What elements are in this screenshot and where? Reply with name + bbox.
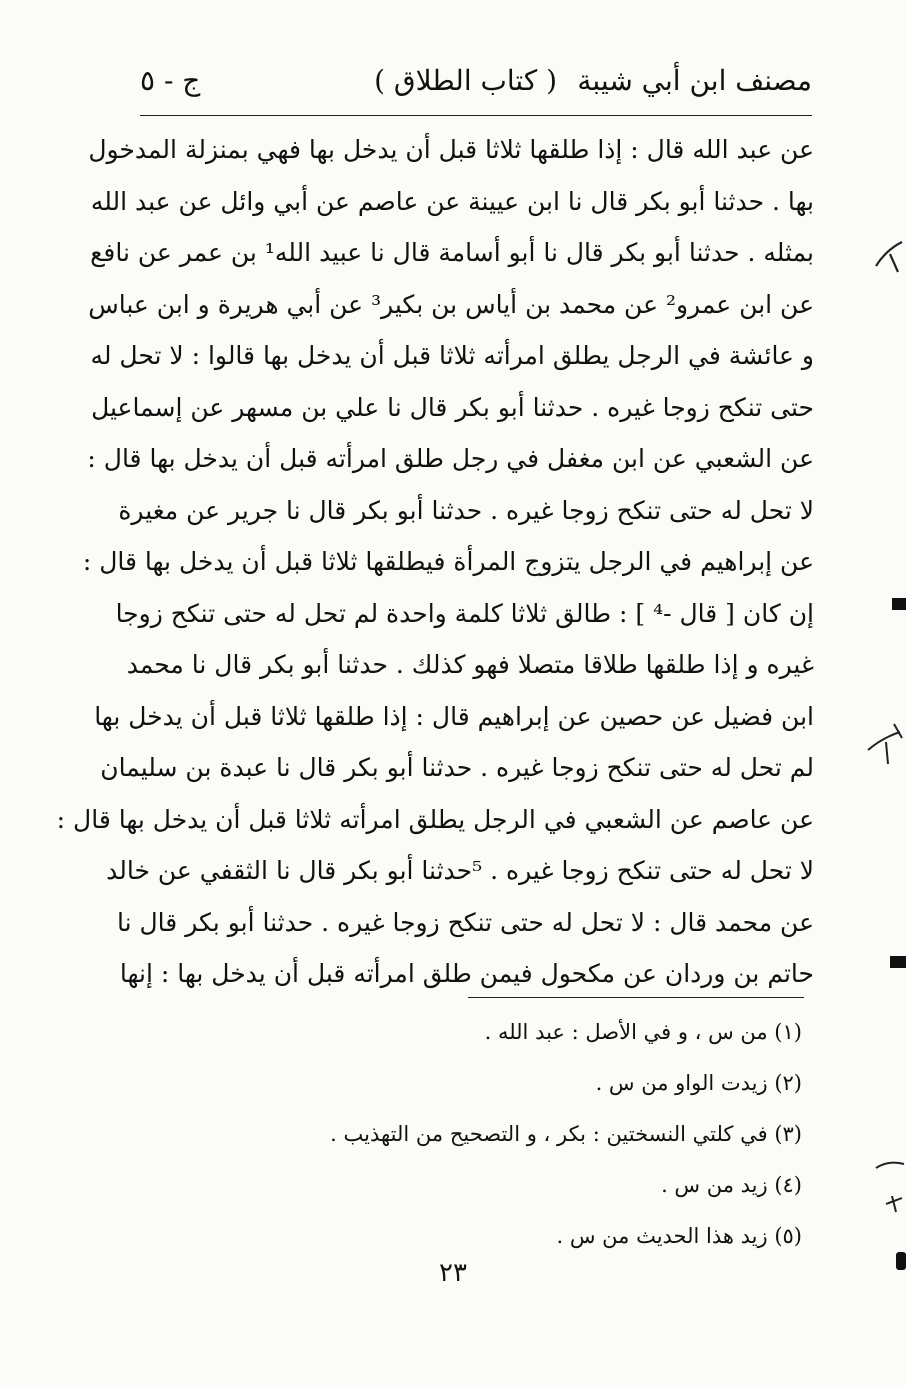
margin-mark-icon	[872, 1152, 906, 1182]
volume-number: ج - ٥	[140, 64, 201, 97]
footnote: (١) من س ، و في الأصل : عبد الله .	[484, 1020, 802, 1044]
text-line: حاتم بن وردان عن مكحول فيمن طلق امرأته قبل أن يدخل بها : إنها	[119, 959, 814, 988]
header-divider	[140, 115, 812, 116]
margin-mark-icon	[872, 236, 906, 276]
chapter-title: ( كتاب الطلاق )	[374, 64, 557, 97]
text-line: عن إبراهيم في الرجل يتزوج المرأة فيطلقها ثلاثا قبل أن يدخل بها قال :	[82, 547, 814, 576]
text-line: و عائشة في الرجل يطلق امرأته ثلاثا قبل أن يدخل بها قالوا : لا تحل له	[90, 341, 814, 370]
text-line: عن عاصم عن الشعبي في الرجل يطلق امرأته ثلاثا قبل أن يدخل بها قال :	[56, 804, 814, 834]
text-line: لا تحل له حتى تنكح زوجا غيره . ⁵حدثنا أبو بكر قال نا الثقفي عن خالد	[106, 856, 814, 885]
footnote-divider	[468, 997, 804, 998]
text-line: ابن فضيل عن حصين عن إبراهيم قال : إذا طلقها ثلاثا قبل أن يدخل بها	[94, 701, 814, 731]
footnote: (٢) زيدت الواو من س .	[595, 1071, 802, 1095]
text-line: بمثله . حدثنا أبو بكر قال نا أبو أسامة قال نا عبيد الله¹ بن عمر عن نافع	[90, 238, 814, 267]
text-line: عن ابن عمرو² عن محمد بن أياس بن بكير³ عن أبي هريرة و ابن عباس	[88, 289, 814, 319]
text-line: بها . حدثنا أبو بكر قال نا ابن عيينة عن عاصم عن أبي وائل عن عبد الله	[90, 186, 814, 216]
text-line: عن عبد الله قال : إذا طلقها ثلاثا قبل أن يدخل بها فهي بمنزلة المدخول	[88, 135, 814, 164]
text-line: غيره و إذا طلقها طلاقا متصلا فهو كذلك . حدثنا أبو بكر قال نا محمد	[126, 650, 814, 679]
footnote: (٤) زيد من س .	[661, 1173, 802, 1197]
footnote: (٥) زيد هذا الحديث من س .	[556, 1224, 802, 1248]
margin-mark-icon	[878, 1190, 906, 1218]
text-line: حتى تنكح زوجا غيره . حدثنا أبو بكر قال نا علي بن مسهر عن إسماعيل	[91, 392, 814, 422]
page-header	[140, 62, 812, 106]
footnotes	[330, 1010, 802, 1265]
text-line: عن الشعبي عن ابن مغفل في رجل طلق امرأته قبل أن يدخل بها قال :	[87, 444, 814, 473]
page-number: ٢٣	[439, 1258, 467, 1288]
text-line: لم تحل له حتى تنكح زوجا غيره . حدثنا أبو بكر قال نا عبدة بن سليمان	[100, 753, 814, 782]
text-line: عن محمد قال : لا تحل له حتى تنكح زوجا غيره . حدثنا أبو بكر قال نا	[117, 907, 814, 937]
margin-blot-icon	[892, 598, 906, 610]
margin-blot-icon	[896, 1252, 906, 1270]
margin-mark-icon	[866, 720, 906, 766]
footnote: (٣) في كلتي النسختين : بكر ، و التصحيح من التهذيب .	[330, 1122, 802, 1146]
main-text	[56, 124, 814, 1000]
margin-blot-icon	[890, 956, 906, 968]
text-line: لا تحل له حتى تنكح زوجا غيره . حدثنا أبو بكر قال نا جرير عن مغيرة	[118, 495, 814, 525]
book-title: مصنف ابن أبي شيبة	[577, 64, 812, 97]
text-line: إن كان [ قال -⁴ ] : طالق ثلاثا كلمة واحدة لم تحل له حتى تنكح زوجا	[115, 598, 814, 628]
